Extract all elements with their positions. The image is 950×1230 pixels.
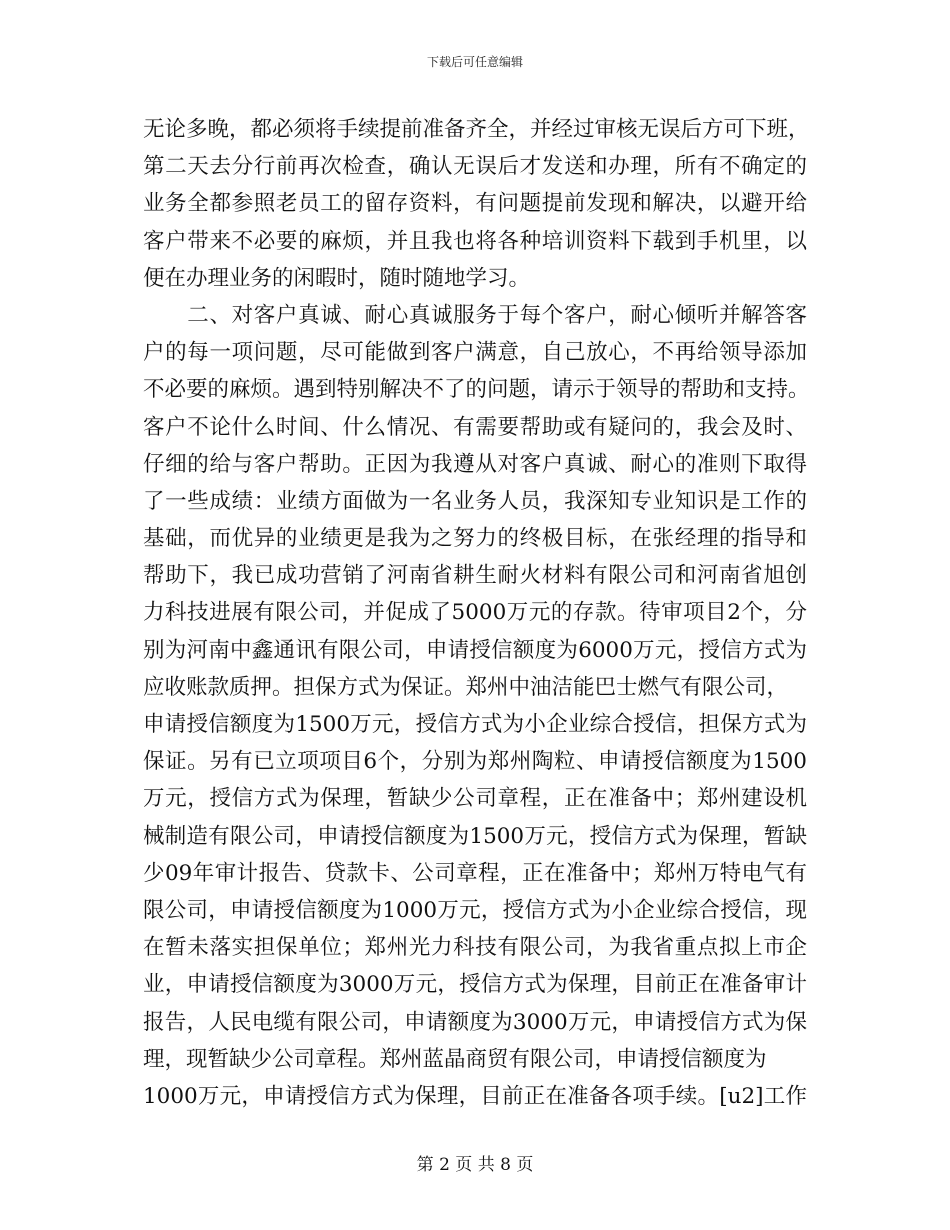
- text-line: 申请授信额度为1500万元，授信方式为小企业综合授信，担保方式为: [143, 712, 807, 737]
- text-line: 万元，授信方式为保理，暂缺少公司章程，正在准备中；郑州建设机: [143, 786, 807, 812]
- text-line: 二、对客户真诚、耐心真诚服务于每个客户，耐心倾听并解答客: [143, 302, 807, 328]
- text-line: 仔细的给与客户帮助。正因为我遵从对客户真诚、耐心的准则下取得: [143, 451, 807, 477]
- text-line: 第二天去分行前再次检查，确认无误后才发送和办理，所有不确定的: [143, 154, 807, 180]
- text-line: 应收账款质押。担保方式为保证。郑州中油洁能巴士燃气有限公司，: [143, 674, 789, 700]
- text-line: 户的每一项问题，尽可能做到客户满意，自己放心，不再给领导添加: [143, 340, 807, 366]
- page-number: 第 2 页 共 8 页: [416, 1155, 534, 1175]
- text-line: 械制造有限公司，申请授信额度为1500万元，授信方式为保理，暂缺: [143, 823, 807, 849]
- text-line: 便在办理业务的闲暇时，随时随地学习。: [143, 265, 531, 291]
- text-line: 客户不论什么时间、什么情况、有需要帮助或有疑问的，我会及时、: [143, 414, 807, 440]
- text-line: 限公司，申请授信额度为1000万元，授信方式为小企业综合授信，现: [143, 897, 807, 923]
- text-line: 业，申请授信额度为3000万元，授信方式为保理，目前正在准备审计: [143, 972, 807, 998]
- text-line: 少09年审计报告、贷款卡、公司章程，正在准备中；郑州万特电气有: [143, 860, 807, 886]
- text-line: 力科技进展有限公司，并促成了5000万元的存款。待审项目2个，分: [143, 600, 807, 626]
- text-line: 客户带来不必要的麻烦，并且我也将各种培训资料下载到手机里，以: [143, 228, 807, 254]
- document-body: [143, 111, 810, 1115]
- text-line: 别为河南中鑫通讯有限公司，申请授信额度为6000万元，授信方式为: [143, 637, 807, 663]
- text-line: 报告，人民电缆有限公司，申请额度为3000万元，申请授信方式为保: [143, 1009, 807, 1035]
- text-line: 帮助下，我已成功营销了河南省耕生耐火材料有限公司和河南省旭创: [143, 563, 807, 589]
- text-line: 无论多晚，都必须将手续提前准备齐全，并经过审核无误后方可下班，: [143, 117, 810, 142]
- text-line: 理，现暂缺少公司章程。郑州蓝晶商贸有限公司，申请授信额度为: [143, 1046, 767, 1072]
- text-line: 业务全都参照老员工的留存资料，有问题提前发现和解决，以避开给: [143, 191, 807, 217]
- page-header: 下载后可任意编辑: [426, 55, 523, 69]
- text-line: 了一些成绩：业绩方面做为一名业务人员，我深知专业知识是工作的: [143, 488, 807, 514]
- text-line: 在暂未落实担保单位；郑州光力科技有限公司，为我省重点拟上市企: [143, 935, 807, 961]
- text-line: 基础，而优异的业绩更是我为之努力的终极目标，在张经理的指导和: [143, 526, 807, 552]
- text-line: 不必要的麻烦。遇到特别解决不了的问题，请示于领导的帮助和支持。: [143, 377, 810, 403]
- text-line: 保证。另有已立项项目6个，分别为郑州陶粒、申请授信额度为1500: [143, 749, 807, 775]
- text-line: 1000万元，申请授信方式为保理，目前正在准备各项手续。[u2]工作: [143, 1083, 807, 1109]
